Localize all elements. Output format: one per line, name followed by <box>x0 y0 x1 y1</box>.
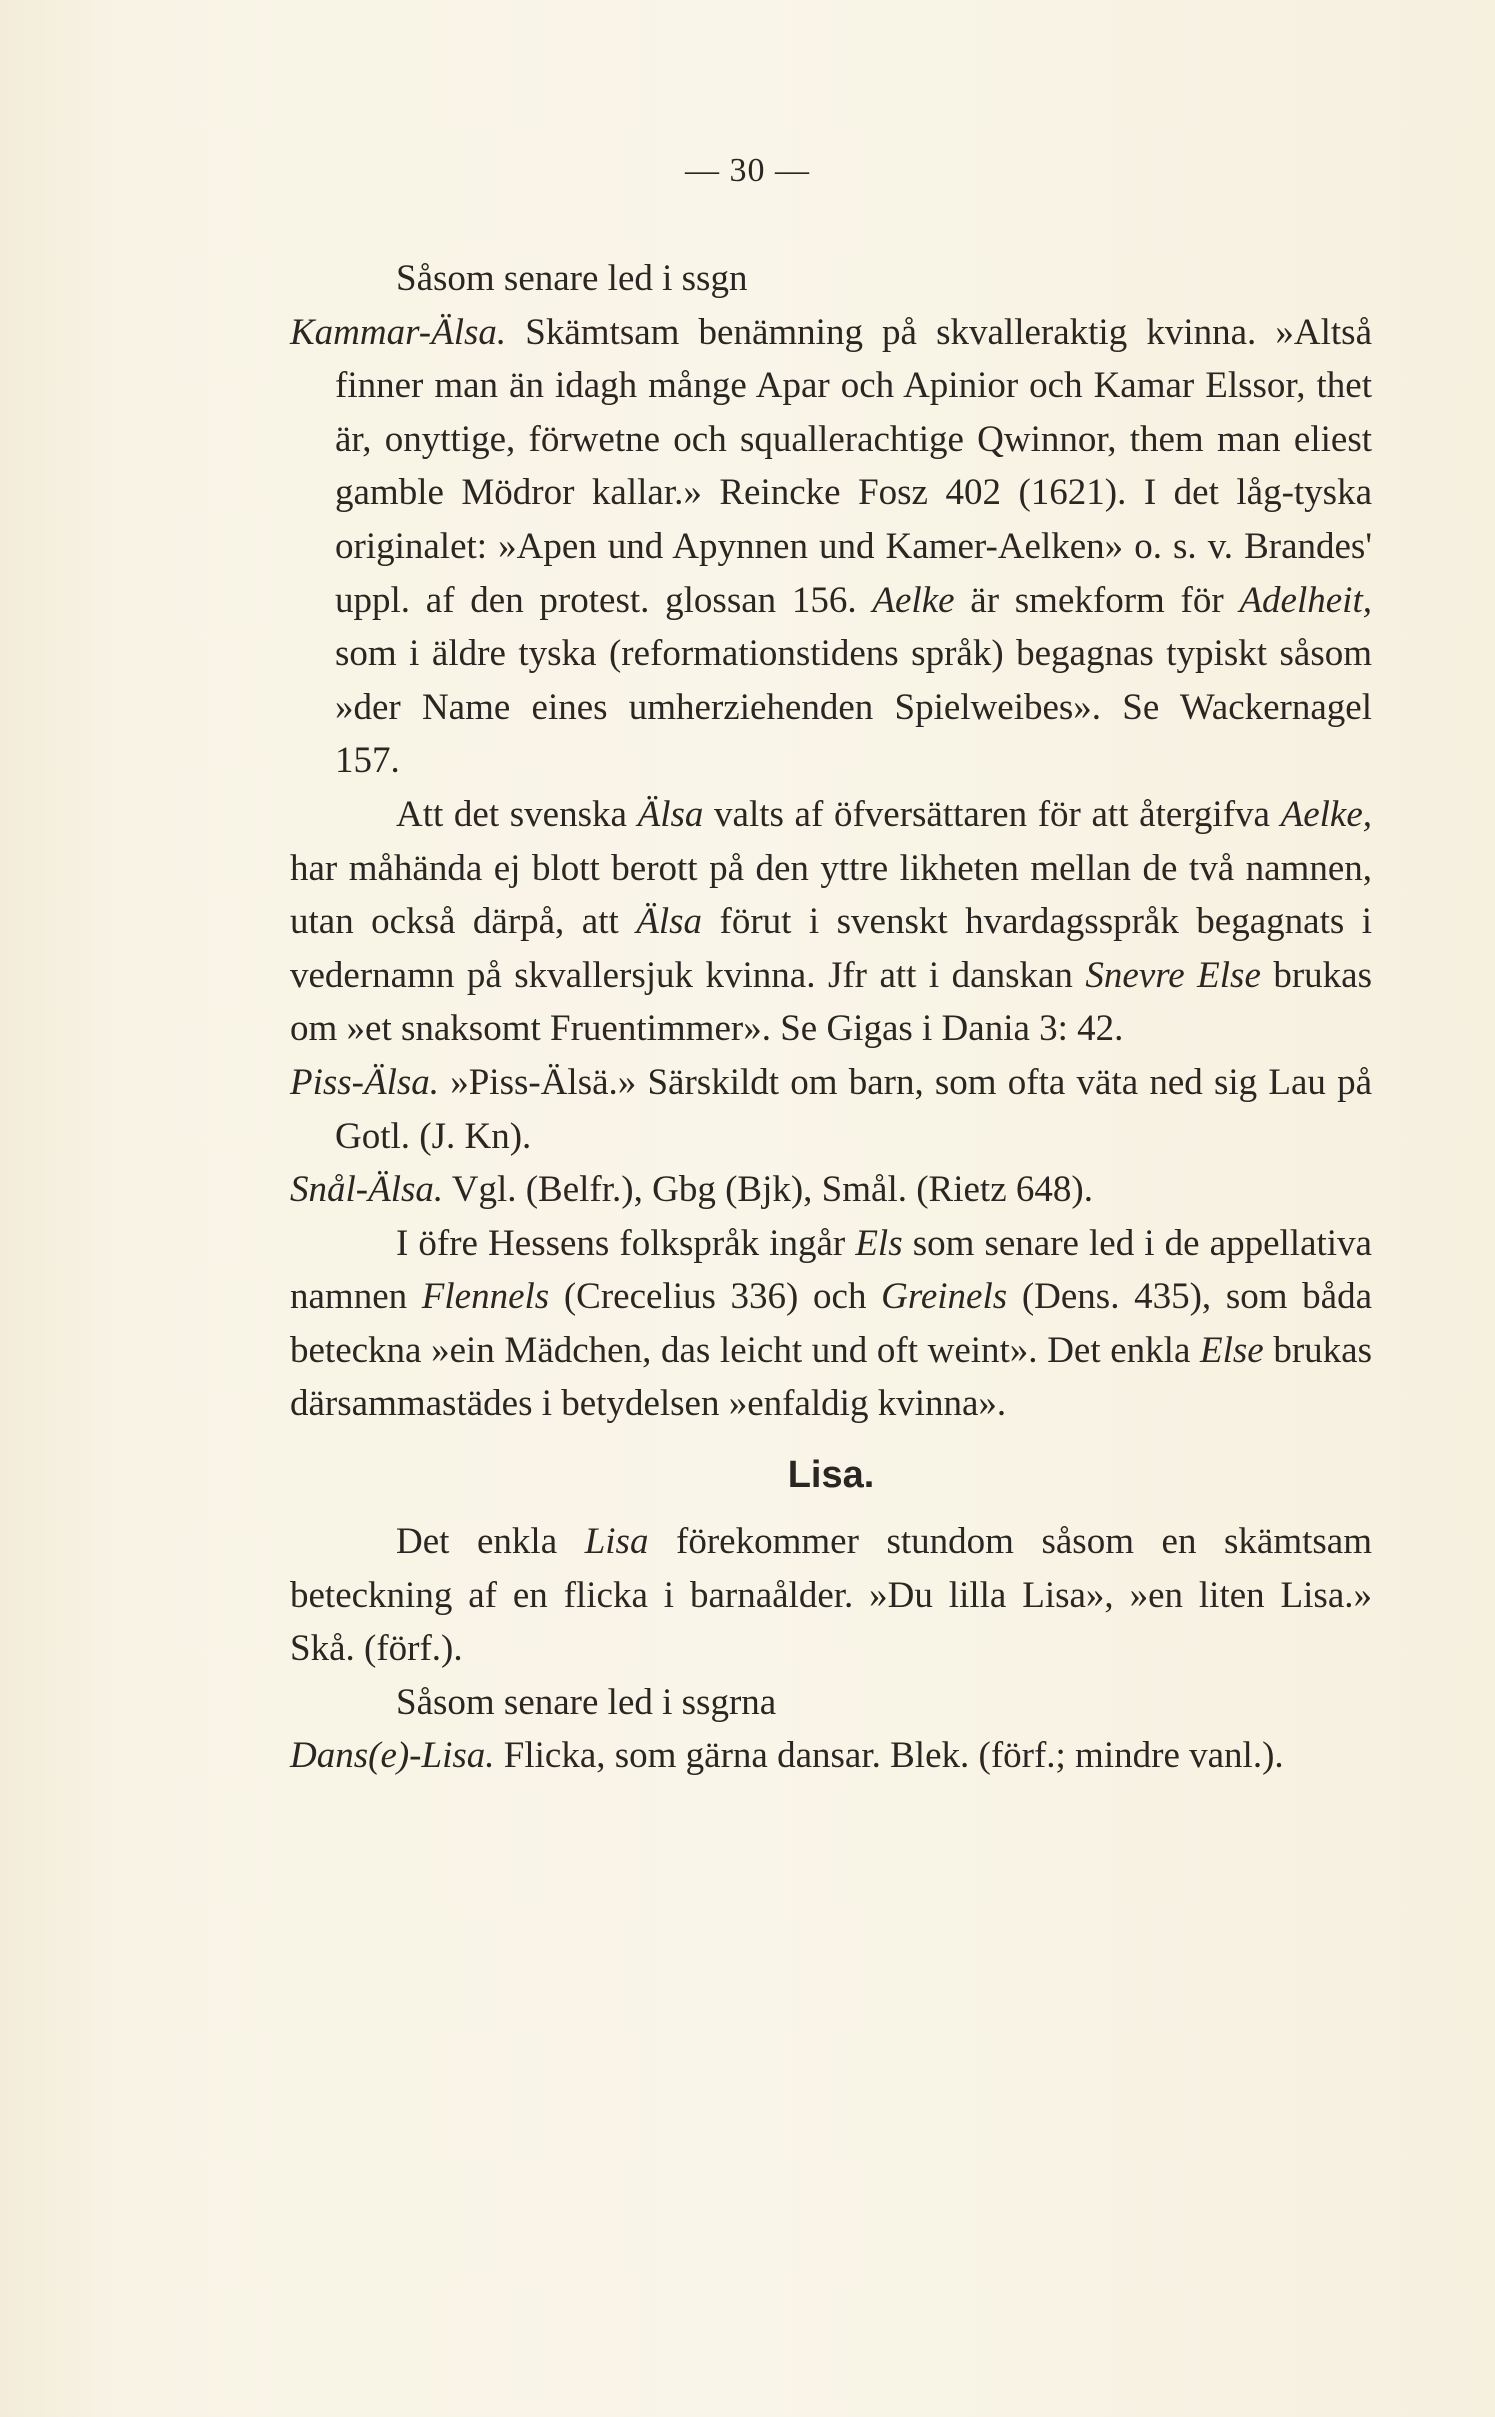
entry-snal-alsa <box>290 1163 1372 1217</box>
italic-term: Lisa <box>584 1521 649 1563</box>
entry-kammar-alsa <box>290 306 1372 788</box>
text-run: I öfre Hessens folkspråk ingår <box>396 1222 856 1264</box>
text-run: har måhända ej blott berott på den yttre likheten mellan de två namnen, utan också därpå, att <box>290 847 1372 943</box>
italic-term: Greinels <box>881 1276 1008 1318</box>
entry-term: Snål-Älsa. <box>290 1169 444 1211</box>
italic-term: Else <box>1200 1329 1264 1371</box>
italic-term: Flennels <box>421 1276 550 1318</box>
paragraph-lisa <box>290 1515 1372 1676</box>
entry-text: Skämtsam benämning på skvalleraktig kvinna. »Altså finner man än idagh månge Apar och Apinior och Kamar Elssor, thet är, onyttige, förwetne och squallerachtige Qwinnor, them man eliest gamble Mödror kallar.» Reincke Fosz 402 (1621). I det låg-tyska originalet: »Apen und Apynnen und Kamer-Aelken» o. s. v. Brandes' uppl. af den protest. glossan 156. <box>335 311 1372 621</box>
intro-line: Såsom senare led i ssgn <box>396 258 748 299</box>
entry-text: är smekform för <box>954 579 1240 621</box>
text-run: förut i svenskt hvardagsspråk begagnats i vedernamn på skvallersjuk kvinna. Jfr att i danskan <box>290 901 1373 996</box>
italic-term: Aelke, <box>1280 793 1373 835</box>
section-heading: Lisa. <box>787 1454 875 1497</box>
italic-term: Älsa <box>636 901 703 943</box>
entry-term: Aelke <box>872 579 955 621</box>
text-run: brukas därsammastädes i betydelsen »enfaldig kvinna». <box>290 1329 1372 1425</box>
entry-piss-alsa <box>290 1056 1372 1163</box>
entry-text: som i äldre tyska (reformationstidens språk) begagnas typiskt såsom »der Name eines umherziehenden Spielweibes». Se Wackernagel 157. <box>335 633 1372 782</box>
text-run: som senare led i de appellativa namnen <box>290 1222 1372 1318</box>
entry-term: Dans(e)-Lisa. <box>290 1735 495 1777</box>
italic-term: Els <box>855 1222 903 1264</box>
paragraph-alsa <box>290 788 1372 1056</box>
paragraph-hessen <box>290 1217 1372 1431</box>
entry-text: Flicka, som gärna dansar. Blek. (förf.; mindre vanl.). <box>494 1735 1284 1777</box>
entry-term: Kammar-Älsa. <box>290 311 507 353</box>
page-number: — 30 — <box>685 152 810 189</box>
entry-term: Piss-Älsa. <box>290 1061 440 1103</box>
text-run: (Dens. 435), som båda beteckna »ein Mädchen, das leicht und oft weint». Det enkla <box>290 1276 1372 1371</box>
entry-text: Vgl. (Belfr.), Gbg (Bjk), Smål. (Rietz 648). <box>443 1169 1093 1211</box>
text-run: Det enkla <box>396 1521 585 1563</box>
italic-term: Snevre Else <box>1085 954 1261 996</box>
entry-term: Adelheit, <box>1239 579 1372 621</box>
page-body <box>290 252 1372 1783</box>
text-run: förekommer stundom såsom en skämtsam beteckning af en flicka i barnaålder. »Du lilla Lisa», »en liten Lisa.» Skå. (förf.). <box>290 1521 1373 1670</box>
text-run: (Crecelius 336) och <box>549 1276 882 1318</box>
text-run: Att det svenska <box>396 793 638 835</box>
intro-line-lisa: Såsom senare led i ssgrna <box>396 1681 777 1723</box>
entry-text: »Piss-Älsä.» Särskildt om barn, som ofta väta ned sig Lau på Gotl. (J. Kn). <box>335 1061 1372 1157</box>
text-run: valts af öfversättaren för att återgifva <box>703 793 1281 835</box>
entry-danse-lisa <box>290 1729 1372 1783</box>
text-run: brukas om »et snaksomt Fruentimmer». Se Gigas i Dania 3: 42. <box>290 954 1373 1050</box>
italic-term: Älsa <box>637 793 704 835</box>
